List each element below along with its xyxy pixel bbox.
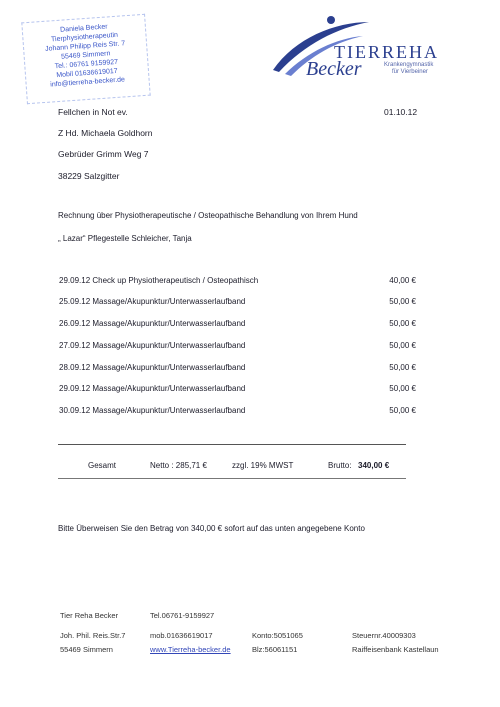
vat-note: zzgl. 19% MWST	[232, 461, 294, 470]
invoice-subject: Rechnung über Physiotherapeutische / Osteopathische Behandlung von Ihrem Hund	[58, 211, 358, 220]
footer-street: Joh. Phil. Reis.Str.7	[60, 631, 126, 640]
logo-tagline-1: Krankengymnastik	[384, 62, 434, 68]
invoice-date: 01.10.12	[384, 107, 418, 117]
logo-tagline	[384, 62, 433, 76]
item-description: 30.09.12 Massage/Akupunktur/Unterwasserlaufband	[59, 406, 246, 415]
item-amount: 50,00 €	[389, 319, 416, 328]
item-description: 27.09.12 Massage/Akupunktur/Unterwasserlaufband	[59, 341, 246, 350]
stamp-line: Tel.: 06761 9159927	[54, 58, 119, 71]
item-amount: 40,00 €	[389, 276, 416, 285]
footer-website-link[interactable]: www.Tierreha-becker.de	[150, 645, 231, 654]
stamp-line: 55469 Simmern	[60, 50, 111, 61]
item-amount: 50,00 €	[389, 341, 416, 350]
item-amount: 50,00 €	[389, 297, 416, 306]
stamp-line: Daniela Becker	[59, 23, 108, 34]
payment-note: Bitte Überweisen Sie den Betrag von 340,00 € sofort auf das unten angegebene Konto	[58, 524, 365, 533]
item-description: 28.09.12 Massage/Akupunktur/Unterwasserlaufband	[59, 363, 246, 372]
logo-tagline-2: für Vierbeiner	[392, 69, 428, 75]
netto-amount: Netto : 285,71 €	[150, 461, 207, 470]
recipient-line-1: Fellchen in Not ev.	[58, 107, 128, 117]
stamp-line: Tierphysiotherapeutin	[50, 31, 119, 44]
item-description: 25.09.12 Massage/Akupunktur/Unterwasserlaufband	[59, 297, 246, 306]
footer-account: Konto:5051065	[252, 631, 303, 640]
footer-phone: Tel.06761-9159927	[150, 611, 215, 620]
item-description: 29.09.12 Check up Physiotherapeutisch / Osteopathisch	[59, 276, 259, 285]
stamp-line: Johann Philipp Reis Str. 7	[44, 40, 126, 53]
brutto-amount: 340,00 €	[358, 461, 390, 470]
recipient-line-2: Z Hd. Michaela Goldhorn	[58, 128, 153, 138]
logo-title: TIERREHA	[334, 42, 439, 62]
footer-city: 55469 Simmern	[60, 645, 113, 654]
stamp-line: info@tierreha-becker.de	[50, 76, 126, 89]
total-label: Gesamt	[88, 461, 117, 470]
recipient-line-3: Gebrüder Grimm Weg 7	[58, 149, 149, 159]
item-amount: 50,00 €	[389, 384, 416, 393]
footer-mobile: mob.01636619017	[150, 631, 213, 640]
stamp-line: Mobil 01636619017	[56, 67, 118, 80]
item-amount: 50,00 €	[389, 406, 416, 415]
address-stamp	[21, 14, 150, 104]
footer-name: Tier Reha Becker	[60, 611, 119, 620]
footer-bank-code: Blz:56061151	[252, 645, 298, 654]
footer-tax-number: Steuernr.40009303	[352, 631, 416, 640]
item-amount: 50,00 €	[389, 363, 416, 372]
recipient-line-4: 38229 Salzgitter	[58, 171, 120, 181]
totals-underline	[58, 478, 406, 479]
item-description: 29.09.12 Massage/Akupunktur/Unterwasserlaufband	[59, 384, 246, 393]
brutto-label: Brutto:	[328, 461, 352, 470]
item-description: 26.09.12 Massage/Akupunktur/Unterwasserlaufband	[59, 319, 246, 328]
logo-subtitle: Becker	[306, 58, 362, 80]
patient-line: „ Lazar“ Pflegestelle Schleicher, Tanja	[58, 234, 192, 243]
footer-bank-name: Raiffeisenbank Kastellaun	[352, 645, 439, 654]
totals-divider	[58, 444, 406, 445]
